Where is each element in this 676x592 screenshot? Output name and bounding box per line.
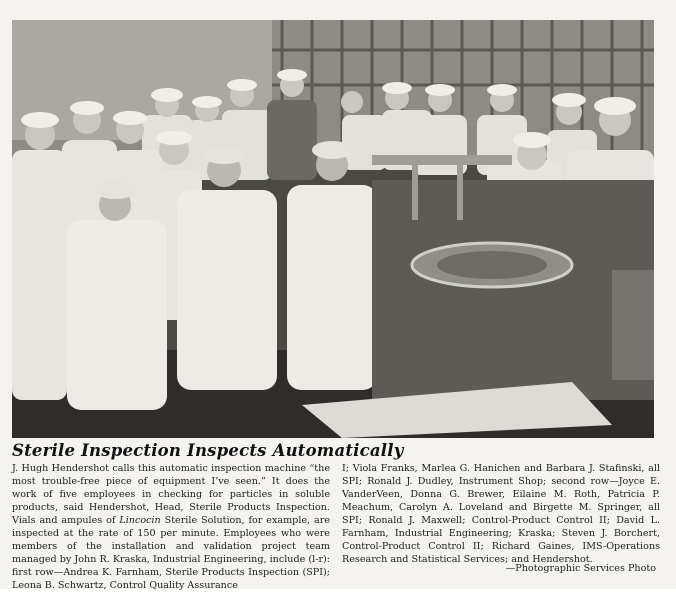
caption-col2-text: I; Viola Franks, Marlea G. Hanichen and Barbara J. Stafinski, all SPI; Ronald J. Dudley, Instrument Shop; second row—Joyce E. VanderVeen, Donna G. Brewer, Eilaine M. Roth, Patricia P. Meachum, Carolyn A. Loveland and Birgette M. Springer, all SPI; Ronald J. Maxwell; Control-Product Control II; David L. Farnham, Industrial Engineering; Kraska; Steven J. Borchert, Control-Product Control II; Richard Gaines, IMS-Operations Research and Statistical Services; and Hendershot. [342,463,660,565]
article-headline: Sterile Inspection Inspects Automatically [12,441,404,460]
caption-product-name: Lincocin [119,515,161,526]
caption-col1-text-b: Sterile Solution, for example, are inspected at the rate of 150 per minute. Employees who were members of the installation and validation project team managed by John R. Kraska, Industrial Engineering, include (l-r): first row—Andrea K. Farnham, Sterile Products Inspection (SPI); Leona B. Schwartz, Control Quality Assurance [12,515,330,591]
caption-col1-text-a: J. Hugh Hendershot calls this automatic inspection machine “the most trouble-free piece of equipment I’ve seen.” It does the work of five employees in checking for particles in soluble products, said Hendershot, Head, Sterile Products Inspection. Vials and ampules of [12,463,330,526]
caption-column-1 [12,462,330,592]
photo-credit: —Photographic Services Photo [505,563,656,574]
group-photo [12,20,654,438]
photo-illustration [12,20,654,438]
